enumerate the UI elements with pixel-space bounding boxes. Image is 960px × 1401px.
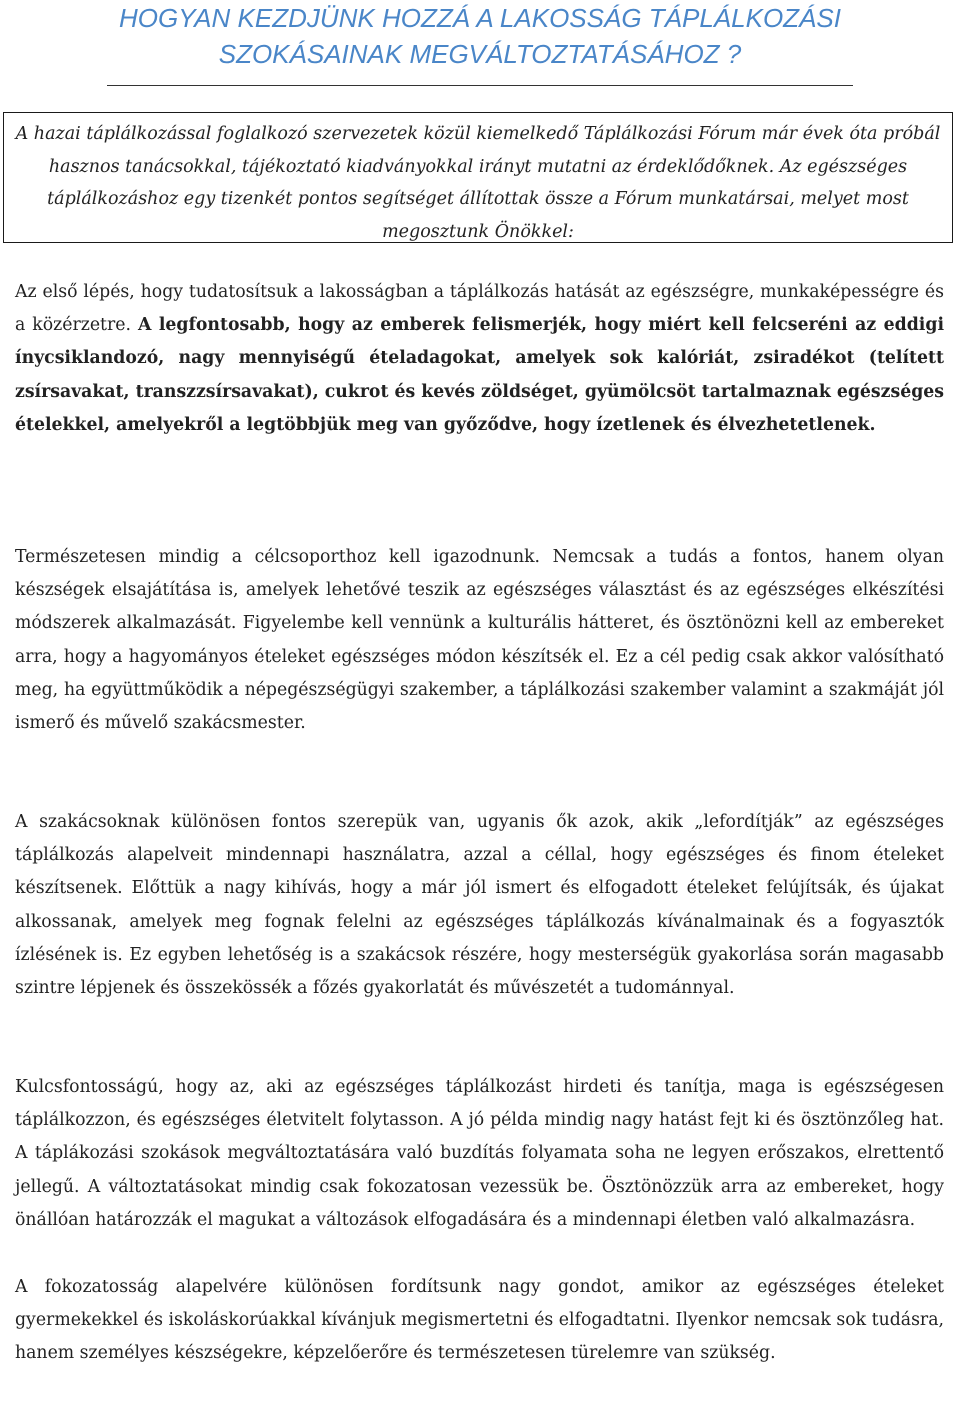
paragraph-key-example: Kulcsfontosságú, hogy az, aki az egészséges táplálkozást hirdeti és tanítja, maga is egészségesen táplálkozzon, és egészséges életvitelt folytasson. A jó példa mindig nagy hatást fejt ki és ösztönzőleg hat. A táplákozási szokások megváltoztatására való buzdítás folyamata soha ne legyen erőszakos, elrettentő jellegű. A változtatásokat mindig csak fokozatosan vezessük be. Ösztönözzük arra az embereket, hogy önállóan határozzák el magukat a változások elfogadására és a mindennapi életben való alkalmazásra. — [15, 1077, 944, 1230]
paragraph-first-step — [15, 276, 944, 442]
paragraph-target-group: Természetesen mindig a célcsoporthoz kell igazodnunk. Nemcsak a tudás a fontos, hanem olyan készségek elsajátítása is, amelyek lehetővé teszik az egészséges választást és az egészséges elkészítési módszerek alkalmazását. Figyelembe kell vennünk a kulturális hátteret, és ösztönözni kell az embereket arra, hogy a hagyományos ételeket egészséges módon készítsék el. Ez a cél pedig csak akkor valósítható meg, ha együttműködik a népegészségügyi szakember, a táplálkozási szakember valamint a szakmáját jól ismerő és művelő szakácsmester. — [15, 547, 944, 734]
page-title-line1: HOGYAN KEZDJÜNK HOZZÁ A LAKOSSÁG TÁPLÁLKOZÁSI — [119, 3, 841, 33]
paragraph-first-step-bold: A legfontosabb, hogy az emberek felismerjék, hogy miért kell felcseréni az eddigi ínycsiklandozó, nagy mennyiségű ételadagokat, amelyek sok kalóriát, zsiradékot (telített zsírsavakat, transzzsírsavakat), cukrot és kevés zöldséget, gyümölcsöt tartalmaznak egészséges ételekkel, amelyekről a legtöbbjük meg van győződve, hogy ízetlenek és élvezhetetlenek. — [15, 315, 945, 435]
title-divider — [107, 85, 853, 86]
page-title — [0, 0, 960, 72]
page-title-line2: SZOKÁSAINAK MEGVÁLTOZTATÁSÁHOZ ? — [218, 39, 742, 69]
paragraph-chefs: A szakácsoknak különösen fontos szerepük van, ugyanis ők azok, akik „lefordítják” az egészséges táplálkozás alapelveit mindennapi használatra, azzal a céllal, hogy egészséges és finom ételeket készítsenek. Előttük a nagy kihívás, hogy a már jól ismert és elfogadott ételeket felújítsák, és újakat alkossanak, amelyek meg fognak felelni az egészséges táplálkozás kívánalmainak és a fogyasztók ízlésének is. Ez egyben lehetőség is a szakácsok részére, hogy mesterségük gyakorlása során magasabb szintre lépjenek és összekössék a főzés gyakorlatát és művészetét a tudománnyal. — [15, 812, 944, 999]
paragraph-gradualness: A fokozatosság alapelvére különösen fordítsunk nagy gondot, amikor az egészséges ételeket gyermekekkel és iskoláskorúakkal kívánjuk megismertetni és elfogadtatni. Ilyenkor nemcsak sok tudásra, hanem személyes készségekre, képzelőerőre és természetesen türelemre van szükség. — [15, 1277, 944, 1364]
intro-box: A hazai táplálkozással foglalkozó szervezetek közül kiemelkedő Táplálkozási Fórum már évek óta próbál hasznos tanácsokkal, tájékoztató kiadványokkal irányt mutatni az érdeklődőknek. Az egészséges táplálkozáshoz egy tizenkét pontos segítséget állítottak össze a Fórum munkatársai, melyet most megosztunk Önökkel: — [3, 112, 953, 243]
paragraph-first-step-regular: Az első lépés, hogy tudatosítsuk a lakosságban a táplálkozás hatását az egészségre, munkaképességre és a közérzetre. — [15, 282, 944, 336]
